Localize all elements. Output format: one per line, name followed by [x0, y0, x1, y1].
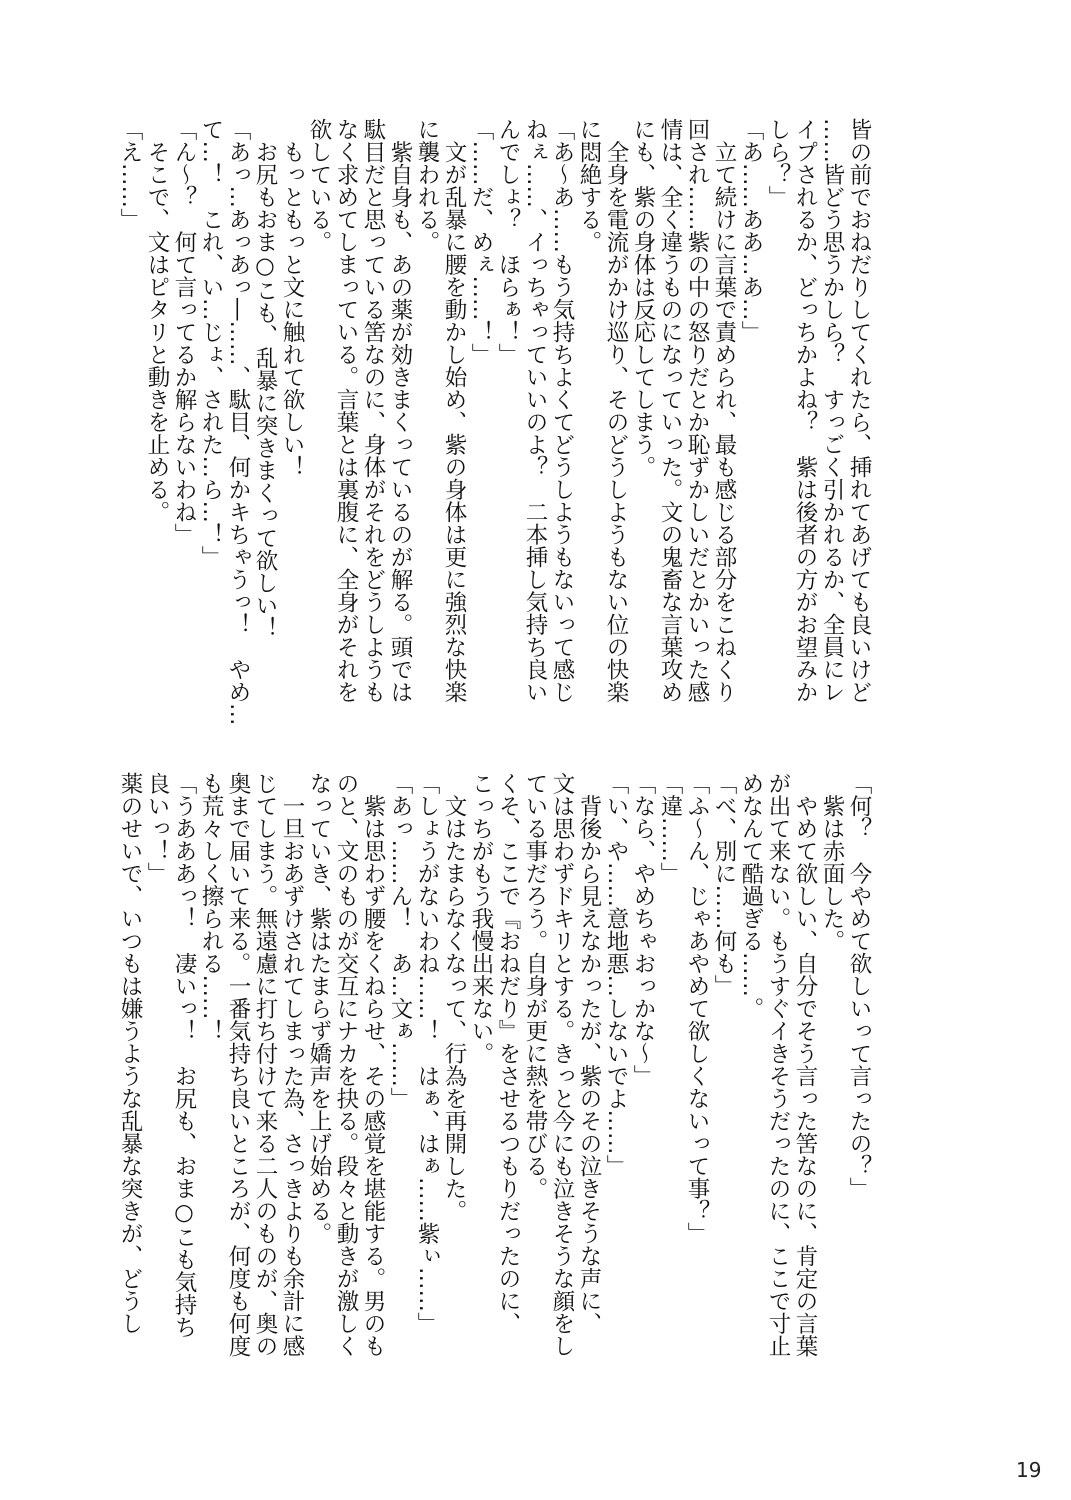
text-line: なく求めてしまっている。言葉とは裏腹に、全身がそれを	[333, 118, 359, 703]
text-line: て…！ これ、い…じょ、された…ら…！」	[198, 118, 224, 568]
text-line: に襲われる。	[414, 118, 440, 253]
text-line: 文はたまらなくなって、行為を再開した。	[441, 772, 467, 1222]
text-line: 「い、や……意地悪…しないでよ……」	[603, 772, 629, 1177]
text-block-top	[116, 118, 872, 738]
text-line: 欲している。	[306, 118, 332, 253]
text-line: 一旦おあずけされてしまった為、さっきよりも余計に感	[279, 772, 305, 1357]
text-line: そこで、文はピタリと動きを止める。	[144, 118, 170, 523]
text-line: 「ん～？ 何て言ってるか解らないわね」	[171, 118, 197, 546]
text-line: のと、文のものが交互にナカを抉る。段々と動きが激しく	[333, 772, 359, 1357]
text-line: 「違……」	[657, 772, 683, 885]
text-line: 背後から見えなかったが、紫のその泣きそうな声に、	[576, 772, 602, 1335]
text-line: 「あっ……ん！ あ…文ぁ……」	[387, 772, 413, 1110]
text-line: 紫は赤面した。	[819, 772, 845, 952]
text-line: 「しょうがないわね……！ はぁ、はぁ……紫ぃ……」	[414, 772, 440, 1335]
text-line: 「何？ 今やめて欲しいって言ったの？」	[846, 772, 872, 1200]
text-line: 「あ～あ……もう気持ちよくてどうしようもないって感じ	[549, 118, 575, 703]
text-line: 「なら、やめちゃおっかな～」	[630, 772, 656, 1087]
text-line: 文は思わずドキリとする。きっと今にも泣きそうな顔をし	[549, 772, 575, 1357]
text-line: 「うあああっ！ 凄いっ！ お尻も、おま○こも気持ち	[171, 772, 197, 1338]
text-line: 紫は思わず腰をくねらせ、その感覚を堪能する。男のも	[360, 772, 386, 1357]
text-line: 皆の前でおねだりしてくれたら、挿れてあげても良いけど	[846, 118, 872, 703]
text-line: 「あ……ああ…あ…」	[738, 118, 764, 343]
text-line: 文が乱暴に腰を動かし始め、紫の身体は更に強烈な快楽	[441, 118, 467, 703]
text-line: ねぇ……、イっちゃっていいのよ？ 二本挿し気持ち良い	[522, 118, 548, 703]
text-line: も荒々しく擦られる……！	[198, 772, 224, 1042]
text-line: じてしまう。無遠慮に打ち付けて来る二人のものが、奥の	[252, 772, 278, 1357]
text-line: 「あっ…あっあっ―……、駄目、何かキちゃうっ！ やめ…	[225, 118, 251, 726]
text-line: やめて欲しい、自分でそう言った筈なのに、肯定の言葉	[792, 772, 818, 1357]
text-line: 「え……」	[117, 118, 143, 231]
text-line: なっていき、紫はたまらず嬌声を上げ始める。	[306, 772, 332, 1245]
text-line: 「……だ、めぇ……！」	[468, 118, 494, 366]
text-line: にも、紫の身体は反応してしまう。	[630, 118, 656, 478]
text-line: に悶絶する。	[576, 118, 602, 253]
text-line: が出て来ない。もうすぐイきそうだったのに、ここで寸止	[765, 772, 791, 1357]
text-line: 奥まで届いて来る。一番気持ち良いところが、何度も何度	[225, 772, 251, 1357]
text-line: 回され……紫の中の怒りだとか恥ずかしいだとかいった感	[684, 118, 710, 703]
text-line: 良いっ！」	[144, 772, 170, 885]
text-line: めなんて酷過ぎる……。	[738, 772, 764, 1020]
text-block-bottom	[116, 772, 872, 1392]
text-line: お尻もおま○こも、乱暴に突きまくって欲しい！	[252, 118, 278, 639]
text-line: 薬のせいで、いつもは嫌うような乱暴な突きが、どうし	[117, 772, 143, 1335]
text-line: くそ、ここで『おねだり』をさせるつもりだったのに、	[495, 772, 521, 1335]
text-line: 「べ、別に……何も」	[711, 772, 737, 997]
text-line: ている事だろう。自身が更に熱を帯びる。	[522, 772, 548, 1200]
page-number: 19	[1016, 1458, 1042, 1482]
text-line: こっちがもう我慢出来ない。	[468, 772, 494, 1065]
text-line: ……皆どう思うかしら？ すっごく引かれるか、全員にレ	[819, 118, 845, 703]
text-line: 情は、全く違うものになっていった。文の鬼畜な言葉攻め	[657, 118, 683, 703]
text-line: しら？」	[765, 118, 791, 208]
text-line: 「ふ～ん、じゃあやめて欲しくないって事？」	[684, 772, 710, 1245]
text-line: もっともっと文に触れて欲しい！	[279, 118, 305, 478]
text-line: んでしょ？ ほらぁ！」	[495, 118, 521, 366]
text-line: 全身を電流がかけ巡り、そのどうしようもない位の快楽	[603, 118, 629, 703]
text-line: 駄目だと思っている筈なのに、身体がそれをどうしようも	[360, 118, 386, 703]
text-line: 立て続けに言葉で責められ、最も感じる部分をこねくり	[711, 118, 737, 703]
text-line: イプされるか、どっちかよね？ 紫は後者の方がお望みか	[792, 118, 818, 703]
text-line: 紫自身も、あの薬が効きまくっているのが解る。頭では	[387, 118, 413, 703]
